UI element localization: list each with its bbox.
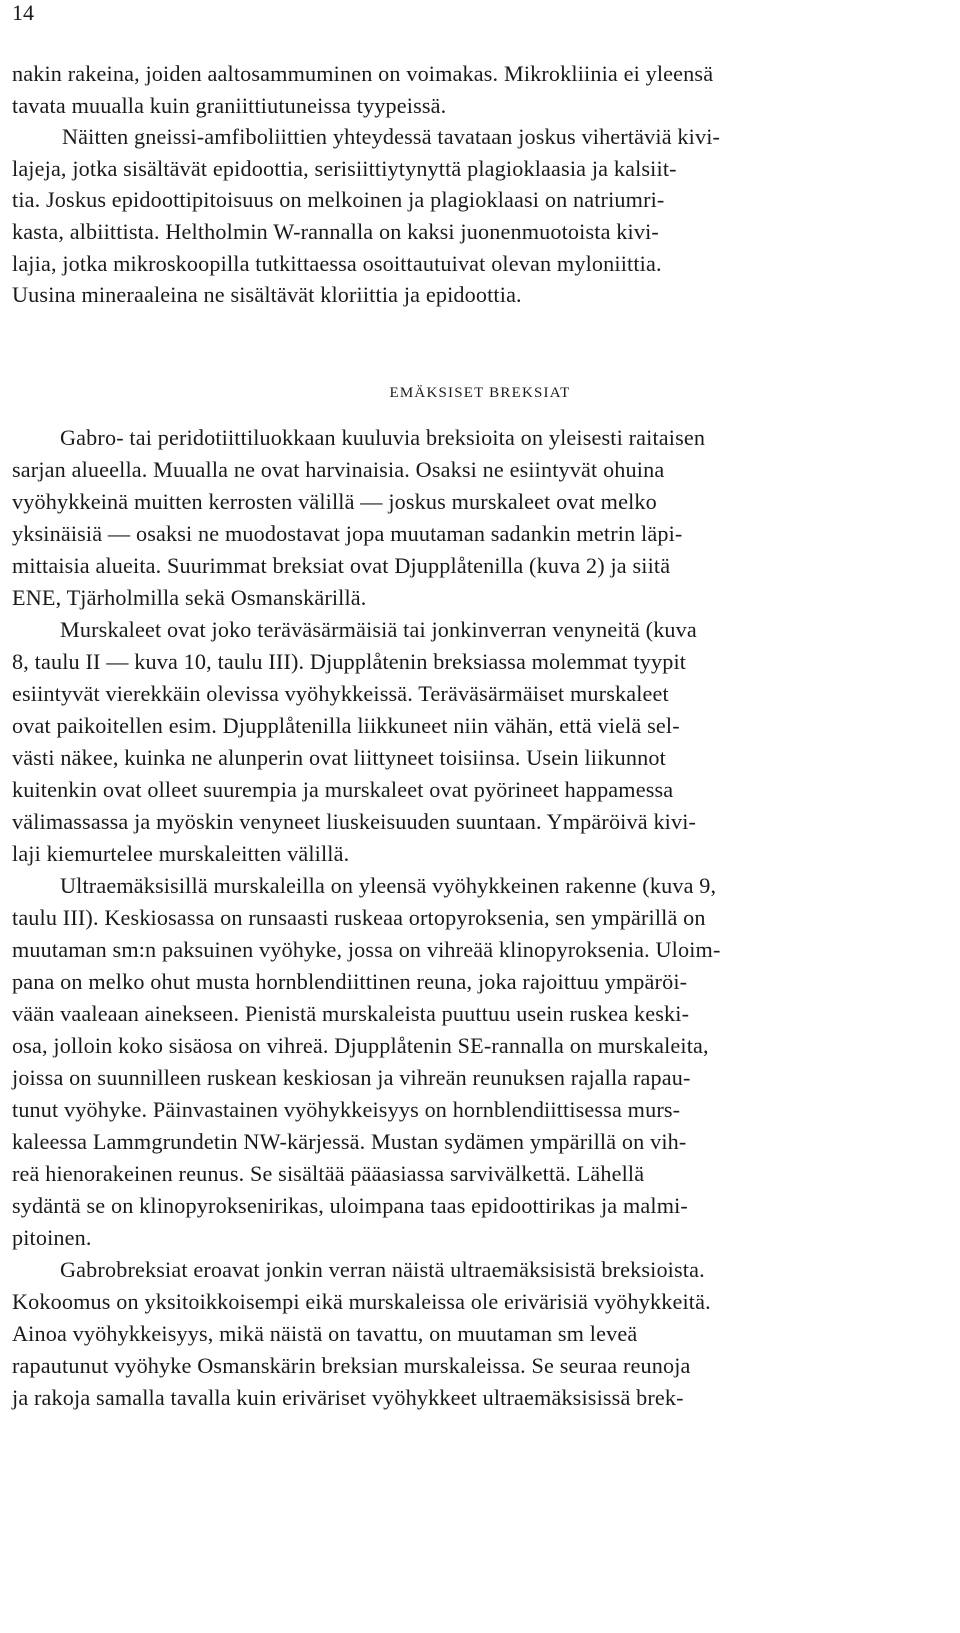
body-line: reä hienorakeinen reunus. Se sisältää pääasiassa sarvivälkettä. Lähellä [12,1161,645,1186]
body-line: Gabro- tai peridotiittiluokkaan kuuluvia breksioita on yleisesti raitaisen [60,425,706,450]
intro-line: tavata muualla kuin graniittiutuneissa tyypeissä. [12,92,447,118]
body-line: vyöhykkeinä muitten kerrosten välillä — joskus murskaleet ovat melko [12,489,657,514]
body-line: vään vaaleaan ainekseen. Pienistä murskaleista puuttuu usein ruskea keski- [12,1001,690,1026]
body-line: Kokoomus on yksitoikkoisempi eikä murskaleissa ole erivärisiä vyöhykkeitä. [12,1289,711,1314]
body-line: joissa on suunnilleen ruskean keskiosan ja vihreän reunuksen rajalla rapau- [12,1065,691,1090]
body-line: sarjan alueella. Muualla ne ovat harvinaisia. Osaksi ne esiintyvät ohuina [12,457,665,482]
intro-line: kasta, albiittista. Heltholmin W-rannalla on kaksi juonenmuotoista kivi- [12,219,659,244]
section-heading: EMÄKSISET BREKSIAT [389,385,571,401]
intro-line: nakin rakeina, joiden aaltosammuminen on voimakas. Mikrokliinia ei yleensä [12,61,714,86]
body-line: ENE, Tjärholmilla sekä Osmanskärillä. [12,585,367,610]
intro-line: tia. Joskus epidoottipitoisuus on melkoinen ja plagioklaasi on natriumri- [12,187,665,213]
body-line: Ainoa vyöhykkeisyys, mikä näistä on tavattu, on muutaman sm leveä [12,1321,638,1346]
page-number: 14 [12,0,34,25]
body-line: pana on melko ohut musta hornblendiittinen reuna, joka rajoittuu ympäröi- [12,969,688,994]
body-line: Gabrobreksiat eroavat jonkin verran näistä ultraemäksisistä breksioista. [60,1257,705,1282]
body-line: rapautunut vyöhyke Osmanskärin breksian murskaleissa. Se seuraa reunoja [12,1353,691,1378]
body-line: sydäntä se on klinopyroksenirikas, uloimpana taas epidoottirikas ja malmi- [12,1193,688,1218]
body-line: osa, jolloin koko sisäosa on vihreä. Djupplåtenin SE-rannalla on murskaleita, [12,1033,709,1058]
body-line: muutaman sm:n paksuinen vyöhyke, jossa on vihreää klinopyroksenia. Uloim- [12,937,721,962]
body-line: Ultraemäksisillä murskaleilla on yleensä vyöhykkeinen rakenne (kuva 9, [60,873,717,898]
body-line: taulu III). Keskiosassa on runsaasti ruskeaa ortopyroksenia, sen ympärillä on [12,905,706,930]
intro-line: lajeja, jotka sisältävät epidoottia, serisiittiytynyttä plagioklaasia ja kalsiit- [12,155,677,181]
body-line: välimassassa ja myöskin venyneet liuskeisuuden suuntaan. Ympäröivä kivi- [12,809,697,834]
body-line: ovat paikoitellen esim. Djupplåtenilla liikkuneet niin vähän, että vielä sel- [12,713,680,738]
body-line: laji kiemurtelee murskaleitten välillä. [12,841,350,866]
body-line: västi näkee, kuinka ne alunperin ovat liittyneet toisiinsa. Usein liikunnot [12,745,666,770]
body-line: 8, taulu II — kuva 10, taulu III). Djupplåtenin breksiassa molemmat tyypit [12,649,687,674]
body-line: kuitenkin ovat olleet suurempia ja murskaleet ovat pyörineet happamessa [12,777,674,802]
body-line: kaleessa Lammgrundetin NW-kärjessä. Mustan sydämen ympärillä on vih- [12,1129,687,1154]
intro-line: Näitten gneissi-amfiboliittien yhteydessä tavataan joskus vihertäviä kivi- [62,124,721,150]
body-line: pitoinen. [12,1225,92,1250]
body-line: yksinäisiä — osaksi ne muodostavat jopa muutaman sadankin metrin läpi- [12,521,683,546]
body-line: Murskaleet ovat joko teräväsärmäisiä tai jonkinverran venyneitä (kuva [60,617,697,642]
body-line: esiintyvät vierekkäin olevissa vyöhykkeissä. Teräväsärmäiset murskaleet [12,681,669,706]
body-line: ja rakoja samalla tavalla kuin eriväriset vyöhykkeet ultraemäksisissä brek- [12,1385,684,1410]
body-line: tunut vyöhyke. Päinvastainen vyöhykkeisyys on hornblendiittisessa murs- [12,1097,681,1122]
body-line: mittaisia alueita. Suurimmat breksiat ovat Djupplåtenilla (kuva 2) ja siitä [12,553,671,578]
intro-line: lajia, jotka mikroskoopilla tutkittaessa osoittautuivat olevan myloniittia. [12,250,662,276]
intro-line: Uusina mineraaleina ne sisältävät kloriittia ja epidoottia. [12,282,522,308]
